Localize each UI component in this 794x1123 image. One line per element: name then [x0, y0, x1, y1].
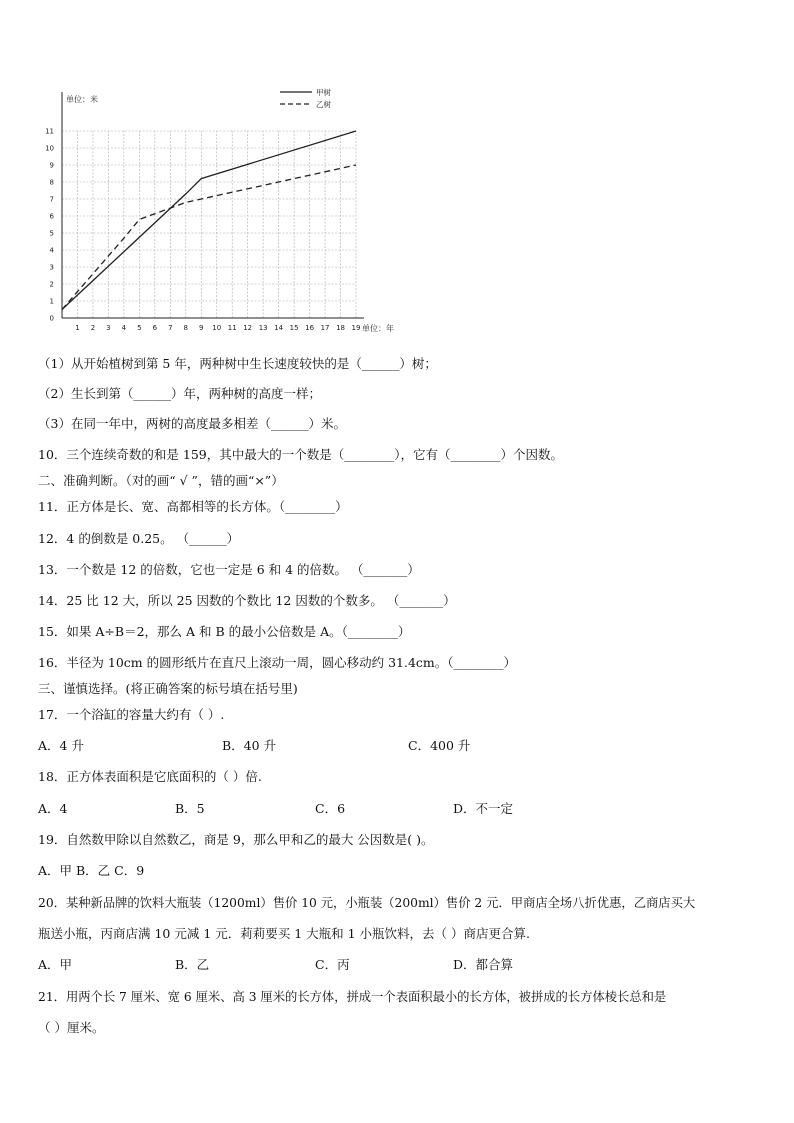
question-20-line-2: 瓶送小瓶，丙商店满 10 元减 1 元．莉莉要买 1 大瓶和 1 小瓶饮料，去（ ）商店更合算.: [38, 926, 530, 941]
question-20-option-c: C．丙: [315, 957, 350, 972]
question-18-option-b: B．5: [175, 801, 205, 816]
y-tick-label: 0: [49, 314, 54, 323]
y-tick-label: 9: [49, 161, 54, 170]
question-13: 13．一个数是 12 的倍数，它也一定是 6 和 4 的倍数。 （_______）: [38, 562, 420, 577]
x-tick-label: 13: [258, 324, 268, 332]
x-tick-label: 5: [137, 324, 142, 332]
x-tick-label: 19: [351, 324, 361, 332]
question-17-option-c: C．400 升: [408, 738, 471, 753]
y-tick-label: 7: [49, 195, 54, 204]
x-tick-label: 11: [227, 324, 237, 332]
series-line-1: [62, 131, 356, 310]
question-21-line-1: 21．用两个长 7 厘米、宽 6 厘米、高 3 厘米的长方体，拼成一个表面积最小的长方体，被拼成的长方体棱长总和是: [38, 990, 667, 1004]
question-17-option-a: A．4 升: [38, 738, 84, 753]
question-14: 14．25 比 12 大，所以 25 因数的个数比 12 因数的个数多。 （_______）: [38, 593, 456, 608]
x-tick-label: 15: [289, 324, 299, 332]
question-19: 19．自然数甲除以自然数乙，商是 9，那么甲和乙的最大 公因数是( )。: [38, 832, 434, 847]
question-20-line-1: 20．某种新品牌的饮料大瓶装（1200ml）售价 10 元，小瓶装（200ml）售价 2 元．甲商店全场八折优惠，乙商店买大: [38, 896, 696, 910]
growth-line-chart: [40, 84, 420, 342]
question-10: 10．三个连续奇数的和是 159，其中最大的一个数是（________），它有（________）个因数。: [38, 447, 563, 462]
question-9-part-2: （2）生长到第（______）年，两种树的高度一样；: [38, 386, 321, 401]
question-19-options: A．甲 B．乙 C．9: [38, 863, 145, 878]
question-17-option-b: B．40 升: [222, 738, 277, 753]
y-tick-label: 11: [45, 127, 54, 136]
question-20-option-b: B．乙: [175, 957, 210, 972]
y-tick-label: 4: [49, 246, 54, 255]
x-tick-label: 16: [305, 324, 315, 332]
question-18-option-d: D．不一定: [453, 801, 514, 816]
question-20-option-d: D．都合算: [453, 957, 514, 972]
question-9-part-3: （3）在同一年中，两树的高度最多相差（______）米。: [38, 416, 346, 431]
question-15: 15．如果 A÷B＝2，那么 A 和 B 的最小公倍数是 A。（________）: [38, 624, 411, 639]
x-tick-label: 8: [183, 324, 189, 332]
y-tick-label: 3: [49, 263, 54, 272]
x-tick-label: 14: [274, 324, 284, 332]
question-20-option-a: A．甲: [38, 957, 73, 972]
question-21-line-2: （ ）厘米。: [38, 1020, 105, 1035]
y-tick-label: 6: [49, 212, 54, 221]
x-unit-label: 单位：年: [362, 324, 394, 333]
question-18-option-c: C．6: [315, 801, 346, 816]
x-tick-label: 12: [243, 324, 253, 332]
question-11: 11．正方体是长、宽、高都相等的长方体。（________）: [38, 499, 348, 514]
x-tick-label: 17: [320, 324, 330, 332]
section-2-heading: 二、准确判断。（对的画“ √ ”，错的画“×”）: [38, 473, 284, 488]
y-tick-label: 10: [45, 144, 54, 153]
y-tick-label: 2: [49, 280, 54, 289]
x-tick-label: 10: [212, 324, 222, 332]
y-tick-label: 5: [49, 229, 54, 238]
x-tick-label: 1: [75, 324, 80, 332]
x-tick-label: 18: [336, 324, 345, 332]
x-tick-label: 4: [121, 324, 127, 332]
question-17: 17．一个浴缸的容量大约有（ ）.: [38, 707, 225, 722]
legend-label-1: 甲树: [316, 88, 331, 97]
x-tick-label: 7: [168, 324, 173, 332]
question-9-part-1: （1）从开始植树到第 5 年，两种树中生长速度较快的是（______）树；: [38, 356, 437, 371]
series-line-2: [62, 165, 356, 310]
x-tick-label: 9: [199, 324, 204, 332]
section-3-heading: 三、谨慎选择。(将正确答案的标号填在括号里): [38, 681, 298, 696]
y-tick-label: 8: [49, 178, 54, 187]
legend-label-2: 乙树: [316, 100, 331, 109]
question-18-option-a: A．4: [38, 801, 68, 816]
x-tick-label: 3: [106, 324, 111, 332]
chart-svg: [40, 84, 420, 342]
question-18: 18．正方体表面积是它底面积的（ ）倍.: [38, 769, 262, 784]
y-tick-label: 1: [49, 297, 54, 306]
question-12: 12．4 的倒数是 0.25。 （______）: [38, 531, 240, 546]
x-tick-label: 6: [152, 324, 158, 332]
x-tick-label: 2: [90, 324, 96, 332]
question-16: 16．半径为 10cm 的圆形纸片在直尺上滚动一周，圆心移动约 31.4cm。（________）: [38, 655, 517, 670]
y-unit-label: 单位：米: [66, 95, 98, 104]
